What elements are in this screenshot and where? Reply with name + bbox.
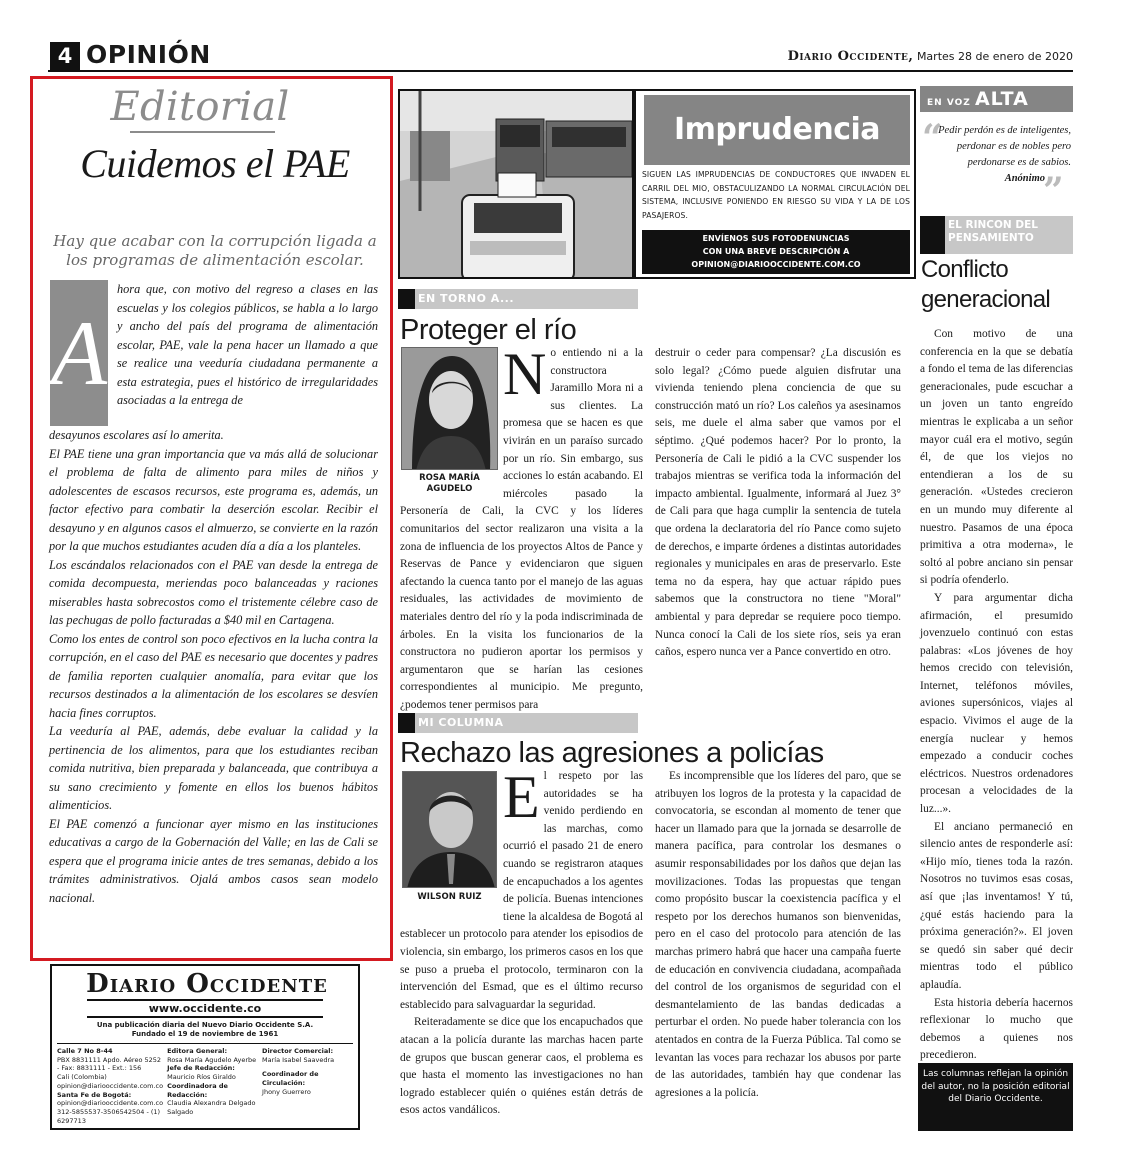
pance-column-2: destruir o ceder para compensar? ¿La discusión es solo legal? ¿Cómo puede alguien disfrutar una vivienda teniendo plena conciencia de que su construcción mató un río? Los caleños ya asesinamos seis, me duele el alma saber que vamos por el séptimo. ¿Qué podemos hacer? Por lo pronto, la Personería de Cali le pidió a la CVC suspender los trabajos mientras se verifica toda la información del impacto ambiental. Igualmente, informará al Juez 3° de Cali para que haga cumplir la sentencia de tutela que ordena la declaratoria del río Pance como sujeto de derechos, e imparte órdenes a distintas autoridades regionales y municipales en aras de preservarlo. Este tema no da espera, hay que actuar rápido pues sabemos que la constructora no tiene "Moral" ambiental y para depredar se requiere poco tiempo. Nunca conocí la Cali de los siete ríos, seis ya eran caños, espero nunca ver a Pance convertido en otro. xyxy=(655,347,901,659)
masthead-title: Diario Occidente xyxy=(86,969,328,999)
rincon-paragraph: Con motivo de una conferencia en la que se debatía a fondo el tema de las diferencias generacionales, pude escuchar a un joven un tanto engreído mientras le explicaba a un señor mayor cuál era el motivo, según él, de que los viejos no entendieran a los de su generación. «Ustedes crecieron en un mundo muy diferente al nuestro. Pasamos de una época primitiva a otra moderna», le soltó al pobre anciano sin pensar si podría ofenderlo. xyxy=(920,328,1073,587)
policias-drop-cap: E xyxy=(503,764,540,830)
editorial-paragraph: El PAE tiene una gran importancia que va más allá de solucionar el problema de falta de alimento para miles de niños y adolescentes de escasos recursos, este programa es, además, un factor efectivo para combatir la deserción escolar. Recibir el desayuno y en algunos casos el almuerzo, se convierte en la razón por la que muchos estudiantes acuden día a día a los planteles. xyxy=(49,446,378,553)
imprudencia-text: SIGUEN LAS IMPRUDENCIAS DE CONDUCTORES QUE INVADEN EL CARRIL DEL MIO, OBSTACULIZANDO LA NORMAL CIRCULACIÓN DEL SISTEMA, INCLUSIVE PONIENDO EN RIESGO SU VIDA Y LA DE LOS PASAJEROS. xyxy=(642,170,910,220)
imprudencia-title: Imprudencia xyxy=(644,95,910,165)
editorial-lead: hora que, con motivo del regreso a clases en las escuelas y los colegios públicos, se habla a lo largo y ancho del país del programa de alimentación escolar, PAE, vale la pena hacer un llamado a que se realice una veeduría ciudadana permanente a esta estrategia, pues el histórico de irregularidades asociadas a la entrega de xyxy=(117,282,378,407)
editorial-body xyxy=(49,426,378,907)
rincon-paragraph: Y para argumentar dicha afirmación, el presumido jovenzuelo continuó con estas palabras: «Los jóvenes de hoy hemos crecido con televisión, Internet, teléfonos móviles, aviones supersónicos, viajes al espacio. Vivimos el auge de la energía nuclear y hemos empezado a conducir coches eléctricos. Nuestros ordenadores procesan a velocidades de la luz...». xyxy=(920,591,1073,816)
traffic-photo xyxy=(398,89,634,279)
masthead-credits xyxy=(57,1043,353,1125)
rincon-paragraph: Esta historia debería hacernos reflexionar lo mucho que debemos a quienes nos precedieron. xyxy=(920,996,1073,1062)
en-voz-alta-label: EN VOZ ALTA xyxy=(920,86,1073,112)
credit-entry: Calle 7 No 8-44 PBX 8831111 Apdo. Aéreo 5252 - Fax: 8831111 - Ext.: 156 xyxy=(57,1047,162,1073)
rincon-body xyxy=(920,326,1073,1065)
policias-column-1: El respeto por las autoridades se ha venido perdiendo en las marchas, como ocurrió el pasado 21 de enero cuando se registraron ataques de encapuchados a los agentes de policía. Buenas intenciones tiene la alcaldesa de Bogotá al establecer un protocolo para atender los episodios de violencia, sin embargo, los primeros casos en los que se puso a prueba el protocolo, terminaron con la intervención del Esmad, que es el último recurso establecido para salvaguardar la seguridad. Reiteradamente se dice que los encapuchados que atacan a la policía durante las marchas hacen parte de grupos que buscan generar caos, el problema es que hasta el momento las investigaciones no han logrado establecer quién o quiénes están detrás de esos actos vandálicos. xyxy=(400,768,643,1120)
rincon-paragraph: El anciano permaneció en silencio antes de responderle así: «Hijo mío, tienes toda la razón. Nosotros no tuvimos esas cosas, así que ¡las inventamos! Y tú, ¿qué estás haciendo para la próxima generación?». El joven se quedó sin saber qué decir mientras todo el público aplaudía. xyxy=(920,820,1073,991)
pance-author: ROSA MARÍA AGUDELO xyxy=(419,473,480,494)
pance-section-bar: EN TORNO A... xyxy=(398,289,638,309)
credit-entry: Coordinador de Circulación: Jhony Guerrero xyxy=(262,1070,319,1096)
editorial-drop-cap: A xyxy=(50,280,108,426)
editorial-paragraph: La veeduría al PAE, además, debe evaluar la calidad y la pertinencia de los alimentos, para que los estudiantes reciban comida nutritiva, bien preparada y balanceada, que contribuya a su sano crecimiento y fomente en ellos los buenos hábitos alimenticios. xyxy=(49,724,378,812)
featured-quote: Pedir perdón es de inteligentes, perdonar es de nobles pero perdonarse es de sabios. Anónimo xyxy=(938,125,1071,184)
pance-title: Proteger el río xyxy=(400,314,577,346)
editorial-paragraph: Los escándalos relacionados con el PAE van desde la entrega de comida decompuesta, meriendas poco balanceadas y raciones miserables hasta sobrecostos como el tristemente célebre caso de las pechugas de pollo facturadas a $40 mil en Cartagena. xyxy=(49,557,378,627)
credit-entry: 312-5855537-3506542504 - (1) 6297713 xyxy=(57,1107,161,1125)
editorial-paragraph: El PAE comenzó a funcionar ayer mismo en las instituciones educativas a cargo de la Gobernación del Valle; en las de Cali se espera que el programa inicie antes de tres semanas, debido a los trámites administrativos. Ojalá ambos casos sean modelo nacional. xyxy=(49,816,378,905)
issue-date: Martes 28 de enero de 2020 xyxy=(916,50,1073,63)
quote-close-icon: ” xyxy=(1043,170,1064,212)
editorial-paragraph: desayunos escolares así lo amerita. xyxy=(49,428,224,442)
credit-entry: Director Comercial: María Isabel Saavedra xyxy=(262,1047,335,1064)
policias-author: WILSON RUIZ xyxy=(417,892,482,902)
header-rule xyxy=(48,70,1073,72)
masthead-commercial-column xyxy=(262,1047,353,1125)
section-title: OPINIÓN xyxy=(86,40,211,69)
policias-paragraph: Reiteradamente se dice que los encapuchados que atacan a la policía durante las marchas hacen parte de grupos que buscan generar caos, el problema es que hasta el momento las investigaciones no han logrado establecer quién o quiénes están detrás de esos actos vandálicos. xyxy=(400,1016,643,1117)
header-dateline xyxy=(788,49,1073,64)
quote-open-icon: “ xyxy=(922,117,943,159)
rincon-section-bar: EL RINCON DEL PENSAMIENTO xyxy=(920,216,1073,254)
credit-entry: Jefe de Redacción: Mauricio Ríos Giraldo xyxy=(167,1064,236,1082)
editorial-kicker: Editorial xyxy=(110,84,290,130)
callout-email-link[interactable]: OPINION@DIARIOOCCIDENTE.COM.CO xyxy=(691,260,861,269)
callout-line: ENVÍENOS SUS FOTODENUNCIAS xyxy=(702,234,850,243)
page-number: 4 xyxy=(50,42,80,70)
masthead-box xyxy=(50,964,360,1130)
policias-section-bar: MI COLUMNA xyxy=(398,713,638,733)
rincon-title: Conflicto generacional xyxy=(921,256,1051,313)
masthead-founded: Fundado el 19 de noviembre de 1961 xyxy=(131,1030,279,1038)
masthead-editors-column xyxy=(167,1047,258,1125)
masthead-subtitle: Una publicación diaria del Nuevo Diario Occidente S.A. xyxy=(96,1021,314,1029)
credit-entry: Santa Fe de Bogotá: opinion@diariooccidente.com.co xyxy=(57,1090,164,1108)
quote-author: Anónimo xyxy=(1004,173,1045,184)
policias-column-2: Es incomprensible que los líderes del paro, que se atribuyen los logros de la protesta y la capacidad de convocatoria, se escondan al momento de tener que hacer un llamado para que la jornada se desarrolle de manera pacífica, para controlar los desmanes o asumir responsabilidades por los daños que dejan las movilizaciones. Todas las propuestas que tengan como propósito buscar la coexistencia pacífica y el respeto por los derechos humanos son bienvenidas, pero en el caso del protocolo para atención de las marchas primero habrá que hacer una campaña fuerte de educación en convivencia ciudadana, acompañada del control de los organismos de seguridad con el desmantelamiento de las bandas dedicadas a perturbar el orden. No puede haber tolerancia con los atentados en contra de la Fuerza Pública. Tal como se levantan las voces para rechazar los abusos por parte de las autoridades, también hay que condenar las agresiones a la policía. xyxy=(655,770,901,1099)
pance-column-1: No entiendo ni a la constructora Jaramillo Mora ni a sus clientes. La promesa que se hacen es que vivirán en un paraíso surcado por un río. Sin embargo, sus acciones lo están acabando. El miércoles pasado la Personería de Cali, la CVC y los líderes comunitarios del sector realizaron una visita a la zona de influencia de los proyectos Altos de Pance y Reservas de Pance y evidenciaron que siguen afectando la cuenca tanto por el manejo de las aguas residuales, las actividades de movimiento de materiales dentro del río y la poda indiscriminada de árboles. En la visita los funcionarios de la constructora no pudieron aportar los permisos y argumentaron que se harían las cesiones correspondientes al municipio. Me pregunto, ¿podemos tener permisos para xyxy=(400,341,643,711)
callout-line: CON UNA BREVE DESCRIPCIÓN A xyxy=(702,247,850,256)
masthead-contact-column xyxy=(57,1047,163,1125)
credit-entry: Editora General: Rosa María Agudelo Ayerbe xyxy=(167,1047,257,1064)
editorial-deck: Hay que acabar con la corrupción ligada a los programas de alimentación escolar. xyxy=(53,232,377,269)
editorial-title: Cuidemos el PAE xyxy=(80,141,350,186)
credit-entry: Cali (Colombia) xyxy=(57,1073,107,1082)
policias-title: Rechazo las agresiones a policías xyxy=(400,737,824,769)
photo-report-callout xyxy=(642,230,910,274)
pance-drop-cap: N xyxy=(503,341,547,407)
credit-entry: Coordinadora de Redacción: Claudia Alexandra Delgado Salgado xyxy=(167,1081,256,1116)
opinion-disclaimer: Las columnas reflejan la opinión del autor, no la posición editorial del Diario Occidente. xyxy=(918,1063,1073,1131)
masthead-url[interactable]: www.occidente.co xyxy=(87,999,323,1018)
editorial-rule xyxy=(130,131,275,133)
credit-entry: opinion@diariooccidente.com.co xyxy=(57,1081,164,1090)
paper-name: Diario Occidente, xyxy=(787,49,914,64)
editorial-paragraph: Como los entes de control son poco efectivos en la lucha contra la corrupción, en el caso del PAE es necesario que docentes y padres de familia reporten cualquier anomalía, para evitar que los recursos destinados a la alimentación de los escolares se desvíen hacia fines corruptos. xyxy=(49,631,378,720)
